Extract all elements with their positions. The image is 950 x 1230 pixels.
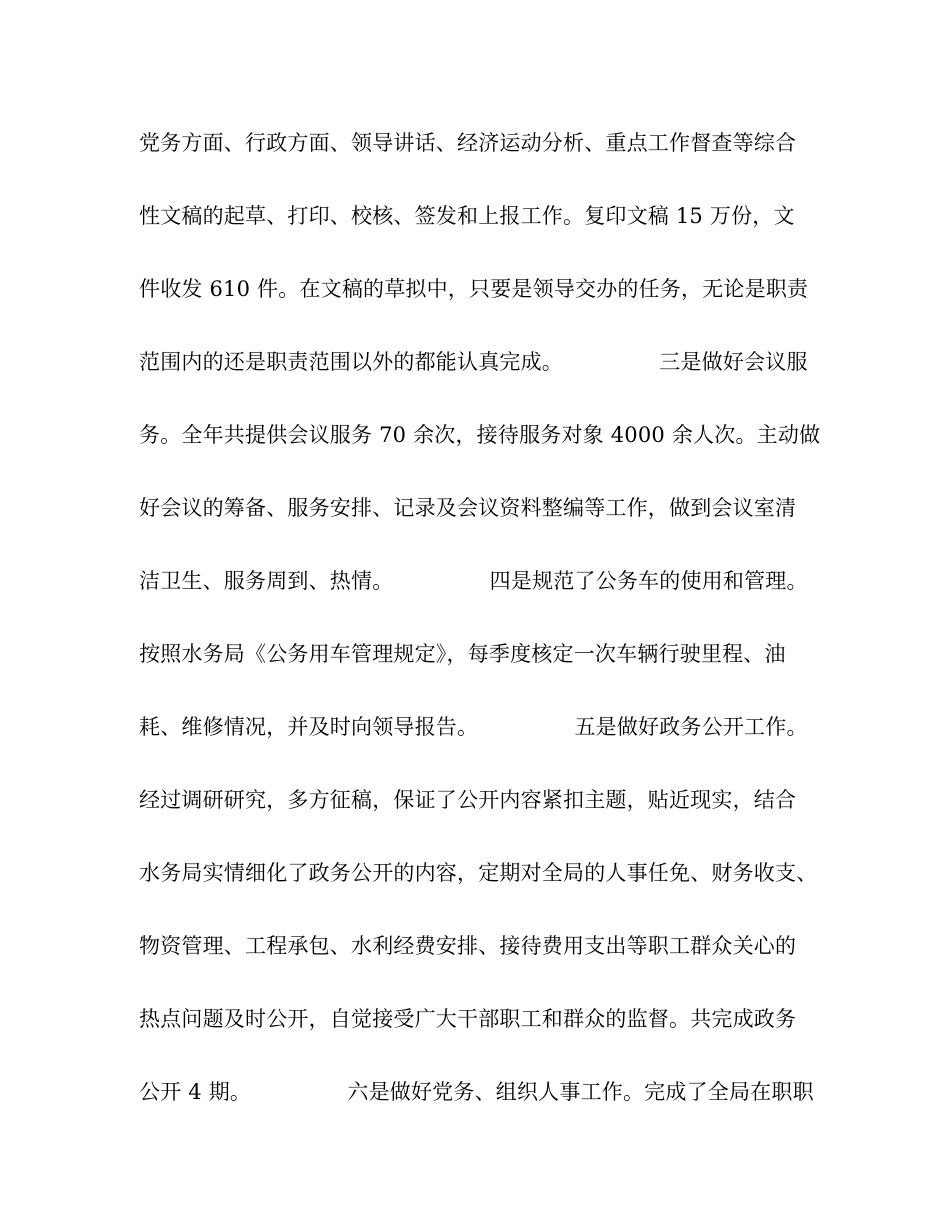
text-line: 好会议的筹备、服务安排、记录及会议资料整编等工作，做到会议室清: [139, 496, 797, 520]
text-line: 耗、维修情况，并及时向领导报告。 五是做好政务公开工作。: [139, 715, 808, 739]
text-line: 范围内的还是职责范围以外的都能认真完成。 三是做好会议服: [139, 350, 808, 374]
text-line: 洁卫生、服务周到、热情。 四是规范了公务车的使用和管理。: [139, 569, 808, 593]
text-line: 水务局实情细化了政务公开的内容，定期对全局的人事任免、财务收支、: [139, 861, 818, 885]
text-line: 务。全年共提供会议服务 70 余次，接待服务对象 4000 余人次。主动做: [139, 423, 821, 447]
text-line: 公开 4 期。 六是做好党务、组织人事工作。完成了全局在职职: [139, 1080, 814, 1104]
text-line: 经过调研研究，多方征稿，保证了公开内容紧扣主题，贴近现实，结合: [139, 788, 797, 812]
text-line: 物资管理、工程承包、水利经费安排、接待费用支出等职工群众关心的: [139, 934, 797, 958]
text-line: 热点问题及时公开，自觉接受广大干部职工和群众的监督。共完成政务: [139, 1007, 797, 1031]
text-line: 按照水务局《公务用车管理规定》，每季度核定一次车辆行驶里程、油: [139, 642, 786, 666]
text-line: 党务方面、行政方面、领导讲话、经济运动分析、重点工作督查等综合: [139, 131, 797, 155]
text-line: 性文稿的起草、打印、校核、签发和上报工作。复印文稿 15 万份，文: [139, 204, 795, 228]
text-line: 件收发 610 件。在文稿的草拟中，只要是领导交办的任务，无论是职责: [139, 277, 809, 301]
